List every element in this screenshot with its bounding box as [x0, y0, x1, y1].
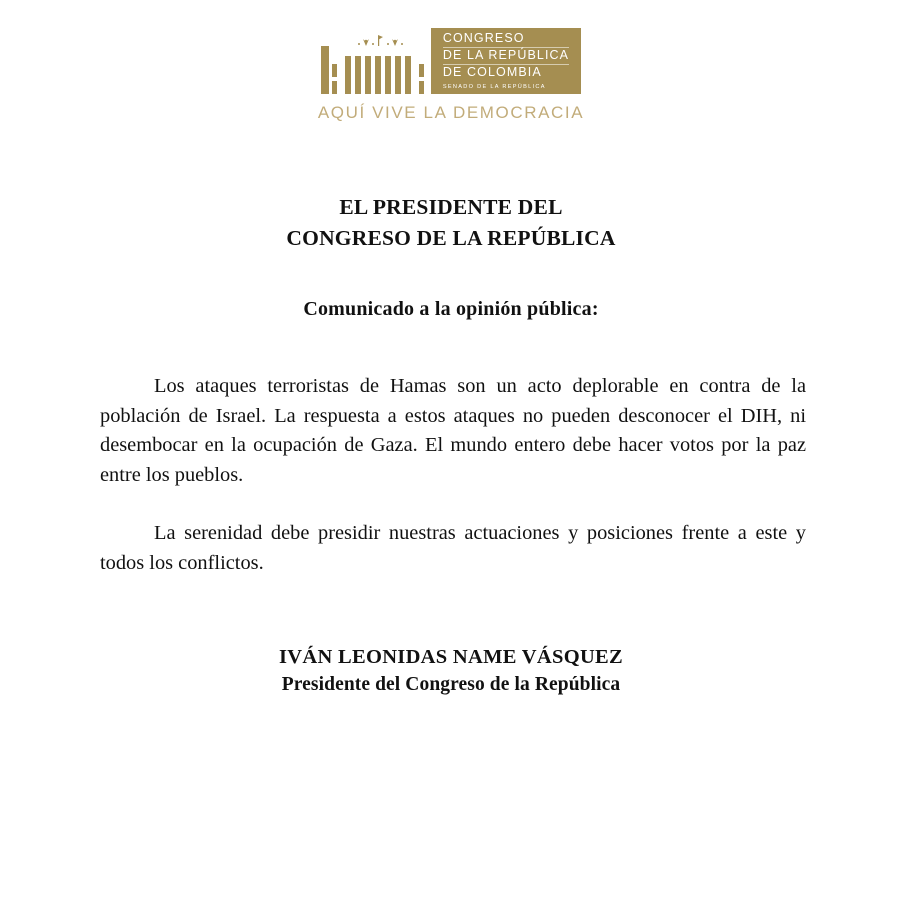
body-paragraph: Los ataques terroristas de Hamas son un acto deplorable en contra de la población de Israel. La respuesta a estos ataques no pueden desconocer el DIH, ni desembocar en la ocupación de Gaza. El mundo entero debe hacer votos por la paz entre los pueblos.	[100, 375, 806, 486]
emblem-column	[405, 56, 411, 94]
emblem-blocks-left	[332, 46, 337, 94]
document-subtitle: Comunicado a la opinión pública:	[303, 298, 599, 320]
emblem-column	[345, 56, 351, 94]
logo-tagline: AQUÍ VIVE LA DEMOCRACIA	[317, 103, 585, 122]
signature-role: Presidente del Congreso de la República	[281, 674, 621, 695]
logo-wordmark-box	[431, 28, 581, 94]
emblem-column	[375, 56, 381, 94]
emblem-column	[365, 56, 371, 94]
emblem-column-group	[340, 56, 416, 94]
logo-subtitle-senado: SENADO DE LA REPÚBLICA	[442, 84, 546, 90]
page-title-line-2: CONGRESO DE LA REPÚBLICA	[286, 226, 616, 250]
emblem-column	[395, 56, 401, 94]
document-body	[100, 372, 806, 578]
signature-name: IVÁN LEONIDAS NAME VÁSQUEZ	[278, 646, 624, 668]
body-paragraph: La serenidad debe presidir nuestras actuaciones y posiciones frente a este y todos los conflictos.	[100, 522, 806, 574]
bird-icon	[392, 39, 398, 46]
emblem-column	[355, 56, 361, 94]
emblem-dot	[387, 43, 389, 45]
bird-icon	[363, 39, 369, 46]
flag-icon	[377, 35, 384, 46]
emblem-colonnade	[321, 46, 424, 94]
emblem-dot	[372, 43, 374, 45]
emblem-dot	[401, 43, 403, 45]
logo-line-congreso: CONGRESO	[443, 31, 569, 48]
page-title-line-1: EL PRESIDENTE DEL	[339, 195, 563, 219]
capitol-columns-emblem	[321, 28, 424, 94]
signature-block	[0, 643, 902, 699]
page-title	[0, 192, 902, 254]
emblem-blocks-right	[419, 46, 424, 94]
emblem-dot	[358, 43, 360, 45]
emblem-bird-motifs	[321, 30, 424, 46]
logo-row	[321, 28, 581, 94]
emblem-column	[385, 56, 391, 94]
logo-line-republica: DE LA REPÚBLICA	[443, 48, 569, 65]
letterhead-logo	[0, 28, 902, 123]
logo-line-colombia: DE COLOMBIA	[442, 65, 542, 79]
emblem-pilaster-left	[321, 46, 329, 94]
